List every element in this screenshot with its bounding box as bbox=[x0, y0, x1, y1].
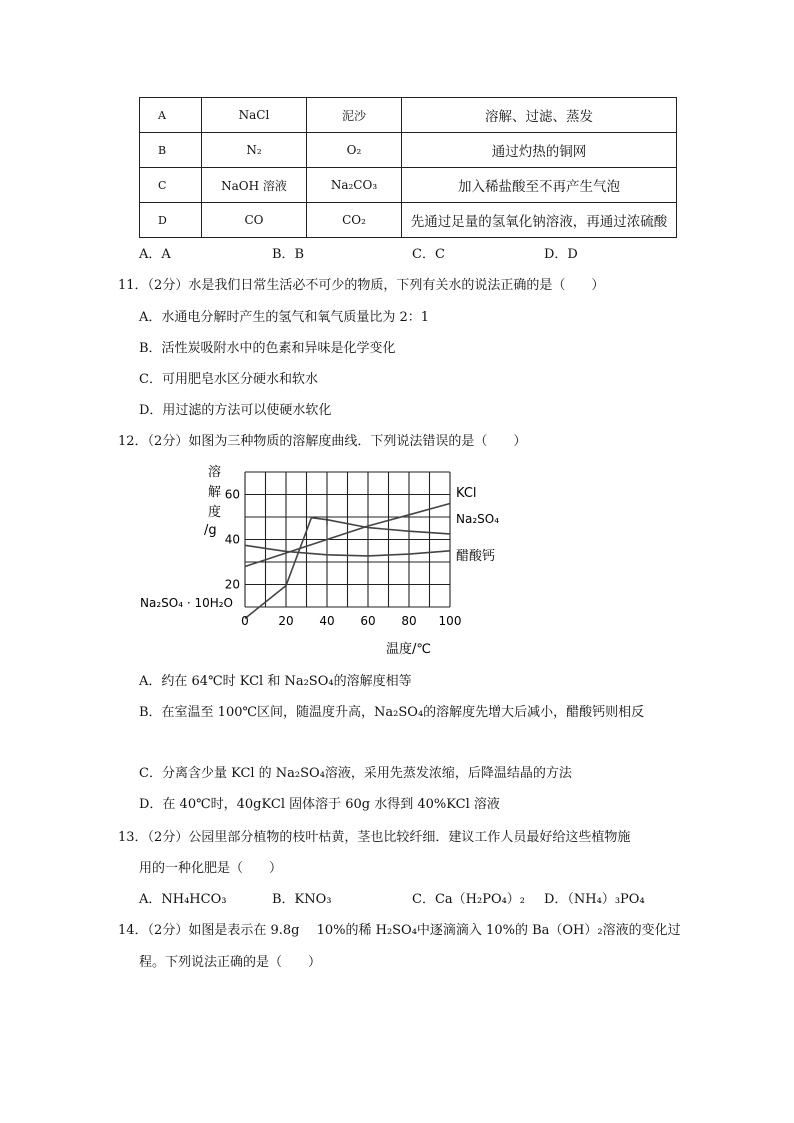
impurity-cell: 泥沙 bbox=[307, 98, 402, 133]
y-axis-label-2: 解 bbox=[208, 485, 222, 500]
q11-option-a: A．水通电分解时产生的氢气和氧气质量比为 2：1 bbox=[139, 310, 430, 325]
table-row bbox=[140, 98, 677, 133]
q11-option-c: C．可用肥皂水区分硬水和软水 bbox=[139, 372, 318, 387]
x-tick-label: 60 bbox=[360, 614, 376, 628]
na2so4-label: Na₂SO₄ bbox=[456, 512, 500, 526]
q11-option-b: B．活性炭吸附水中的色素和异味是化学变化 bbox=[139, 341, 396, 356]
table-row bbox=[140, 133, 677, 168]
q12-option-a: A．约在 64℃时 KCl 和 Na₂SO₄的溶解度相等 bbox=[139, 674, 412, 689]
q13-option-a: A．NH₄HCO₃ bbox=[139, 892, 227, 907]
solubility-chart bbox=[138, 462, 518, 660]
substance-cell: NaCl bbox=[202, 98, 307, 133]
q13-option-d: D．（NH₄）₃PO₄ bbox=[544, 892, 645, 907]
chart-grid bbox=[245, 472, 450, 607]
method-cell: 先通过足量的氢氧化钠溶液，再通过浓硫酸 bbox=[402, 203, 677, 238]
hydrate-label: Na₂SO₄ · 10H₂O bbox=[140, 596, 234, 610]
method-cell: 溶解、过滤、蒸发 bbox=[402, 98, 677, 133]
table-row bbox=[140, 203, 677, 238]
y-axis-label-1: 溶 bbox=[208, 465, 222, 480]
q14-stem-line2: 程。下列说法正确的是（ ） bbox=[139, 955, 322, 970]
calcium-acetate-label: 醋酸钙 bbox=[456, 549, 496, 564]
table-row bbox=[140, 168, 677, 203]
q10-choice-d: D．D bbox=[544, 247, 578, 262]
q13-stem-line2: 用的一种化肥是（ ） bbox=[139, 861, 283, 876]
substance-cell: N₂ bbox=[202, 133, 307, 168]
q11-stem: 11．（2分）水是我们日常生活必不可少的物质，下列有关水的说法正确的是（ ） bbox=[118, 278, 605, 293]
y-tick-label: 20 bbox=[224, 577, 240, 592]
impurity-cell: O₂ bbox=[307, 133, 402, 168]
substance-cell: NaOH 溶液 bbox=[202, 168, 307, 203]
q12-stem: 12．（2分）如图为三种物质的溶解度曲线．下列说法错误的是（ ） bbox=[118, 434, 527, 449]
q10-choice-c: C．C bbox=[412, 247, 445, 262]
x-tick-label: 40 bbox=[319, 614, 335, 628]
q12-option-b: B．在室温至 100℃区间，随温度升高，Na₂SO₄的溶解度先增大后减小，醋酸钙则相反 bbox=[139, 705, 645, 720]
x-tick-label: 0 bbox=[241, 614, 249, 628]
x-tick-label: 100 bbox=[438, 614, 462, 628]
options-table bbox=[139, 97, 677, 238]
q13-stem-line1: 13．（2分）公园里部分植物的枝叶枯黄，茎也比较纤细．建议工作人员最好给这些植物施 bbox=[118, 830, 631, 845]
row-label: A bbox=[140, 98, 202, 133]
q12-option-d: D．在 40℃时，40gKCl 固体溶于 60g 水得到 40%KCl 溶液 bbox=[139, 797, 500, 812]
y-tick-label: 40 bbox=[224, 532, 240, 547]
method-cell: 通过灼热的铜网 bbox=[402, 133, 677, 168]
impurity-cell: CO₂ bbox=[307, 203, 402, 238]
row-label: D bbox=[140, 203, 202, 238]
q10-choice-b: B．B bbox=[272, 247, 305, 262]
kcl-label: KCl bbox=[456, 486, 477, 501]
substance-cell: CO bbox=[202, 203, 307, 238]
method-cell: 加入稀盐酸至不再产生气泡 bbox=[402, 168, 677, 203]
x-tick-label: 80 bbox=[401, 614, 417, 628]
q13-option-c: C．Ca（H₂PO₄）₂ bbox=[412, 892, 526, 907]
q14-stem-line1: 14．（2分）如图是表示在 9.8g 10%的稀 H₂SO₄中逐滴滴入 10%的 Ba（OH）₂溶液的变化过 bbox=[118, 923, 681, 938]
y-axis-label-4: /g bbox=[204, 523, 217, 538]
y-tick-label: 60 bbox=[224, 487, 240, 502]
q13-option-b: B．KNO₃ bbox=[272, 892, 332, 907]
y-axis-label-3: 度 bbox=[208, 505, 222, 520]
x-tick-label: 20 bbox=[278, 614, 294, 628]
impurity-cell: Na₂CO₃ bbox=[307, 168, 402, 203]
q12-option-c: C．分离含少量 KCl 的 Na₂SO₄溶液，采用先蒸发浓缩，后降温结晶的方法 bbox=[139, 766, 572, 781]
x-axis-label: 温度/℃ bbox=[386, 642, 431, 657]
row-label: B bbox=[140, 133, 202, 168]
q10-choice-a: A．A bbox=[139, 247, 171, 262]
row-label: C bbox=[140, 168, 202, 203]
q11-option-d: D．用过滤的方法可以使硬水软化 bbox=[139, 403, 332, 418]
